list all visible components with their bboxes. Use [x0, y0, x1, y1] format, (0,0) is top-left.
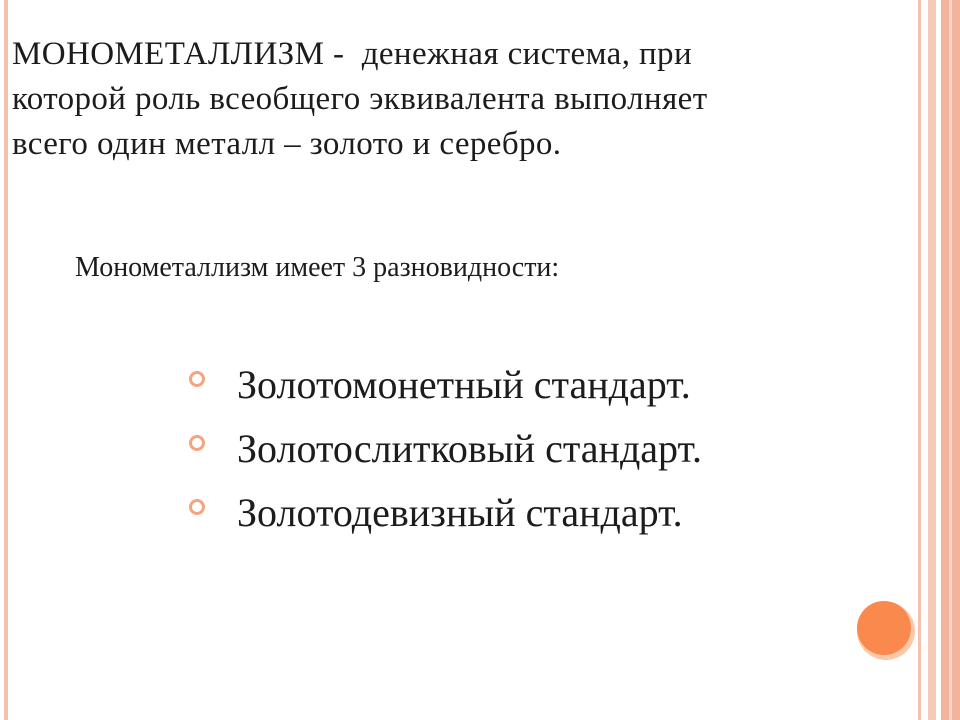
definition-line: которой роль всеобщего эквивалента выполняет: [12, 81, 708, 117]
right-border-band-light: [928, 0, 936, 720]
bullet-list: [188, 353, 828, 545]
definition-line: МОНОМЕТАЛЛИЗМ - денежная система, при: [12, 36, 693, 72]
definition-line: всего один металл – золото и серебро.: [12, 126, 562, 162]
bullet-item: [188, 417, 828, 481]
right-border-stripe: [949, 0, 952, 720]
bullet-text: Золотодевизный стандарт.: [237, 490, 683, 535]
bullet-text: Золотомонетный стандарт.: [237, 362, 691, 407]
circle-bullet-icon: [189, 371, 205, 387]
bullet-text: Золотослитковый стандарт.: [237, 426, 702, 471]
circle-bullet-icon: [189, 499, 205, 515]
bullet-item: [188, 353, 828, 417]
subheading: Монометаллизм имеет 3 разновидности:: [75, 252, 560, 283]
bullet-item: [188, 481, 828, 545]
definition-paragraph: [12, 32, 892, 167]
circle-bullet-icon: [189, 435, 205, 451]
orange-circle-icon: [857, 601, 911, 655]
right-border-rule: [918, 0, 921, 720]
left-border-rule: [4, 0, 8, 720]
